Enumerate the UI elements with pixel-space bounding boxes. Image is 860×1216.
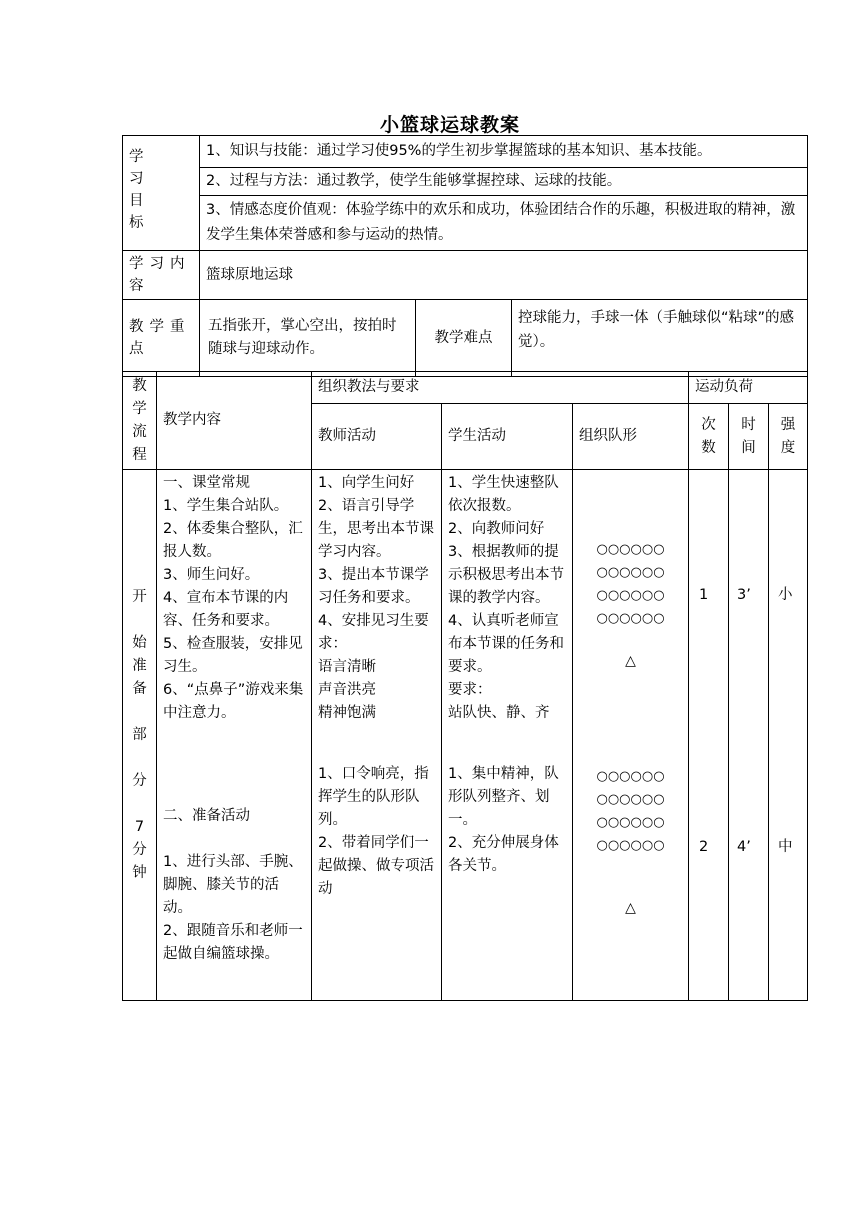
formation-cell xyxy=(573,470,689,1001)
student-activity-header: 学生活动 xyxy=(442,404,573,470)
document-title: 小篮球运球教案 xyxy=(379,114,520,136)
teacher-activity-warmup: 1、口令响亮，指挥学生的队形队列。 2、带着同学们一起做操、做专项活动 xyxy=(318,766,434,897)
lesson-flow-table xyxy=(122,371,808,1001)
time-header: 时 间 xyxy=(729,404,769,470)
org-header: 组织教法与要求 xyxy=(312,372,689,404)
difficulty-value: 控球能力，手球一体（手触球似“粘球”的感觉）。 xyxy=(512,300,808,377)
count-header: 次 数 xyxy=(689,404,729,470)
objective-process: 2、过程与方法：通过教学，使学生能够掌握控球、运球的技能。 xyxy=(200,168,808,196)
objective-knowledge: 1、知识与技能：通过学习使95%的学生初步掌握篮球的基本知识、基本技能。 xyxy=(200,136,808,168)
content-header: 教学内容 xyxy=(157,372,312,470)
key-points-label: 教学重点 xyxy=(123,300,200,377)
process-header: 教 学 流 程 xyxy=(123,372,157,470)
stage-label: 开 始 准 备 部 分 7 分 钟 xyxy=(123,470,157,1001)
objectives-label: 学 习 目 标 xyxy=(123,136,200,251)
formation-teacher-warmup: △ xyxy=(625,900,636,916)
objective-attitude: 3、情感态度价值观：体验学练中的欢乐和成功，体验团结合作的乐趣，积极进取的精神，激发学生集体荣誉感和参与运动的热情。 xyxy=(200,196,808,251)
time-warmup: 4’ xyxy=(737,839,751,855)
intensity-routine: 小 xyxy=(778,587,793,603)
key-points-value: 五指张开，掌心空出，按拍时随球与迎球动作。 xyxy=(200,300,416,377)
count-routine: 1 xyxy=(699,587,709,603)
warmup-content: 二、准备活动 1、进行头部、手腕、脚腕、膝关节的活动。 2、跟随音乐和老师一起做自编篮球操。 xyxy=(163,808,303,962)
time-cell xyxy=(729,470,769,1001)
load-header: 运动负荷 xyxy=(689,372,808,404)
student-activity-warmup: 1、集中精神，队形队列整齐、划一。 2、充分伸展身体各关节。 xyxy=(448,766,559,874)
student-activity-routine: 1、学生快速整队依次报数。 2、向教师问好 3、根据教师的提示积极思考出本节课的教学内容。 4、认真听老师宣布本节课的任务和要求。 要求： 站队快、静、齐 xyxy=(448,475,564,721)
formation-students-warmup: ○○○○○○ ○○○○○○ ○○○○○○ ○○○○○○ xyxy=(596,769,665,853)
intensity-cell xyxy=(769,470,808,1001)
content-cell xyxy=(157,470,312,1001)
count-cell xyxy=(689,470,729,1001)
teacher-activity-cell xyxy=(312,470,442,1001)
teacher-activity-header: 教师活动 xyxy=(312,404,442,470)
formation-students-routine: ○○○○○○ ○○○○○○ ○○○○○○ ○○○○○○ xyxy=(596,542,665,626)
teacher-activity-routine: 1、向学生问好 2、语言引导学生，思考出本节课学习内容。 3、提出本节课学习任务和要求。 4、安排见习生要求： 语言清晰 声音洪亮 精神饱满 xyxy=(318,475,434,721)
intensity-warmup: 中 xyxy=(778,839,793,855)
student-activity-cell xyxy=(442,470,573,1001)
routine-content: 一、课堂常规 1、学生集合站队。 2、体委集合整队，汇报人数。 3、师生问好。 4、宣布本节课的内容、任务和要求。 5、检查服装，安排见习生。 6、“点鼻子”游戏来集中注意力。 xyxy=(163,475,304,721)
difficulty-label: 教学难点 xyxy=(416,300,512,377)
content-label: 学习内容 xyxy=(123,251,200,300)
count-warmup: 2 xyxy=(699,839,709,855)
content-value: 篮球原地运球 xyxy=(200,251,808,300)
time-routine: 3’ xyxy=(737,587,751,603)
intensity-header: 强 度 xyxy=(769,404,808,470)
formation-header: 组织队形 xyxy=(573,404,689,470)
plan-header-table xyxy=(122,135,808,377)
formation-teacher-routine: △ xyxy=(625,653,636,669)
